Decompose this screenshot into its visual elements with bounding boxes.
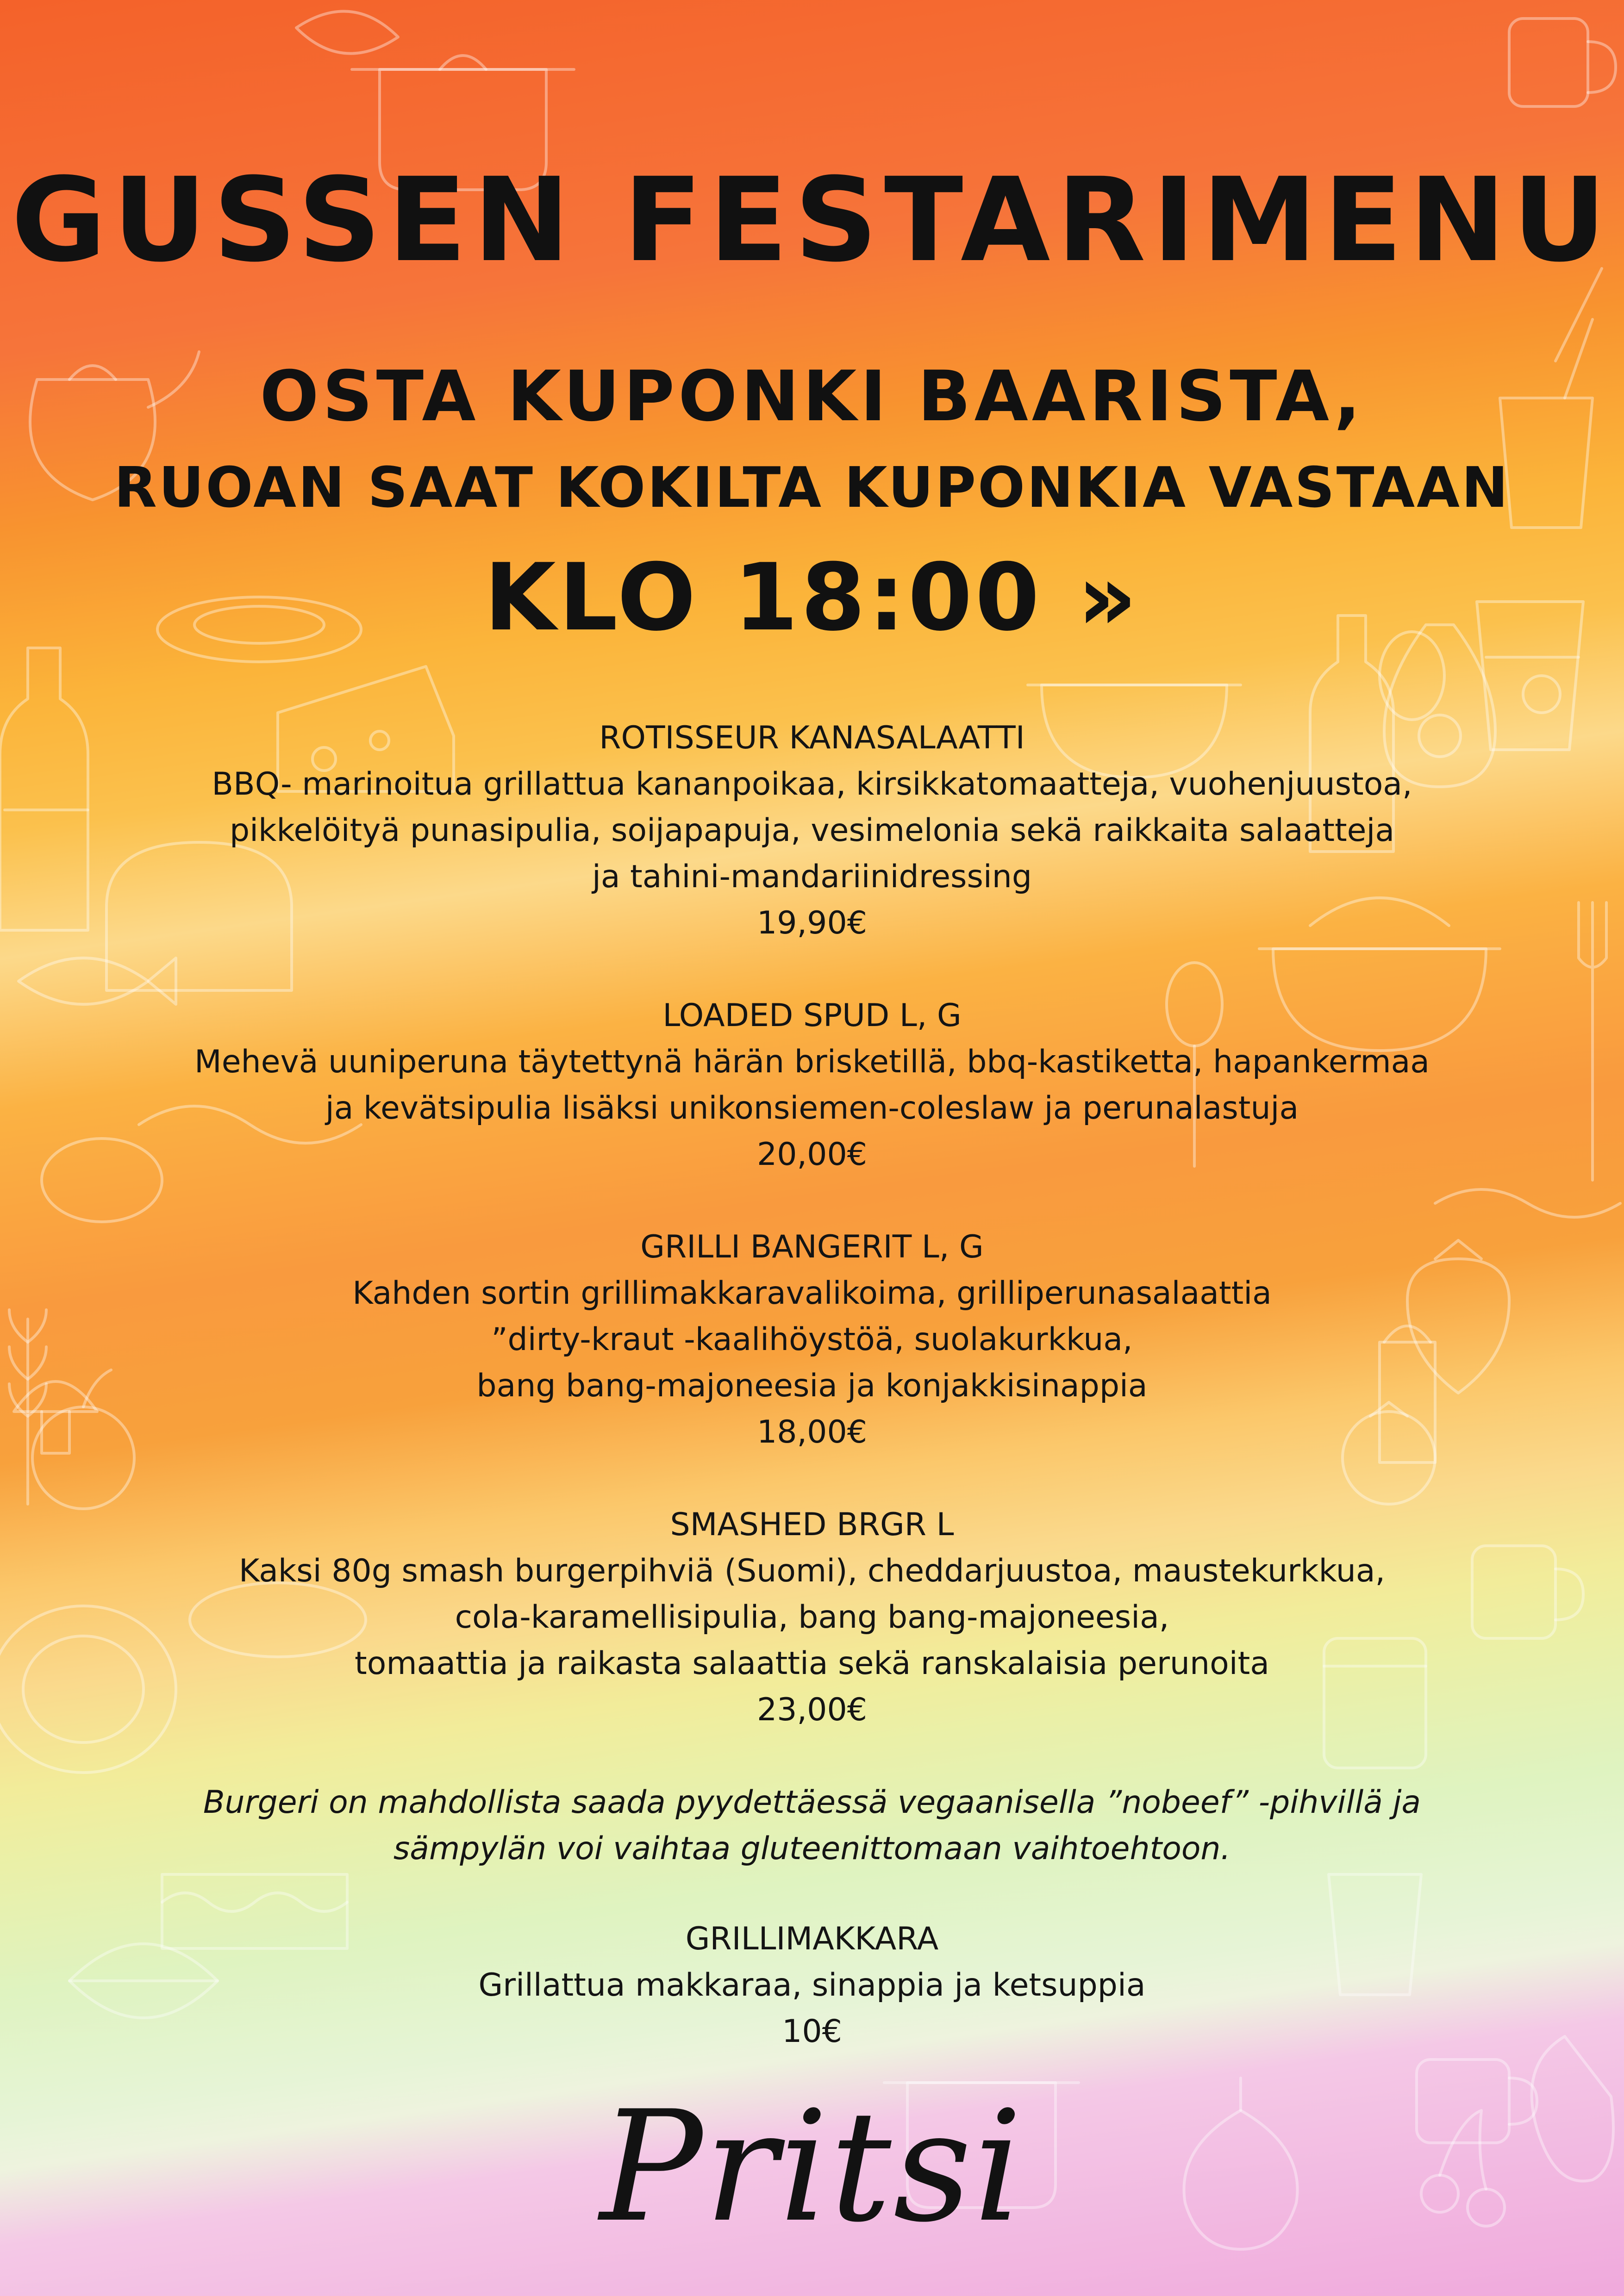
menu-item-name: ROTISSEUR KANASALAATTI bbox=[599, 720, 1025, 756]
menu-item bbox=[0, 1224, 1624, 1456]
menu-item-description: ja kevätsipulia lisäksi unikonsiemen-coleslaw ja perunalastuja bbox=[325, 1090, 1299, 1126]
vegan-option-note bbox=[0, 1780, 1624, 1872]
menu-item-price: 18,00€ bbox=[757, 1414, 867, 1450]
pritsi-logo: Pritsi bbox=[600, 2078, 1024, 2256]
menu-item-description: Mehevä uuniperuna täytettynä härän brisketillä, bbq-kastiketta, hapankermaa bbox=[194, 1044, 1430, 1080]
menu-item-name: GRILLIMAKKARA bbox=[685, 1921, 939, 1957]
menu-item bbox=[0, 993, 1624, 1178]
serving-time: KLO 18:00 » bbox=[484, 544, 1140, 652]
menu-item-description: BBQ- marinoitua grillattua kananpoikaa, kirsikkatomaatteja, vuohenjuustoa, bbox=[212, 766, 1412, 803]
menu-item-description: tomaattia ja raikasta salaattia sekä ranskalaisia perunoita bbox=[355, 1645, 1269, 1682]
menu-item-description: ”dirty-kraut -kaalihöystöä, suolakurkkua, bbox=[491, 1321, 1133, 1358]
menu-item-price: 23,00€ bbox=[757, 1692, 867, 1728]
note-line: Burgeri on mahdollista saada pyydettäessä vegaanisella ”nobeef” -pihvillä ja bbox=[203, 1784, 1421, 1821]
menu-item-description: Kaksi 80g smash burgerpihviä (Suomi), cheddarjuustoa, maustekurkkua, bbox=[238, 1553, 1386, 1589]
note-line: sämpylän voi vaihtaa gluteenittomaan vaihtoehtoon. bbox=[393, 1830, 1231, 1867]
menu-list bbox=[0, 715, 1624, 2101]
menu-item-name: SMASHED BRGR L bbox=[670, 1506, 954, 1543]
menu-item-price: 20,00€ bbox=[757, 1136, 867, 1173]
menu-item-description: Grillattua makkaraa, sinappia ja ketsuppia bbox=[478, 1967, 1146, 2004]
menu-item bbox=[0, 1916, 1624, 2055]
menu-item-name: LOADED SPUD L, G bbox=[662, 997, 962, 1034]
menu-item-price: 19,90€ bbox=[757, 905, 867, 941]
menu-item-price: 10€ bbox=[782, 2013, 842, 2050]
poster-title: GUSSEN FESTARIMENU bbox=[11, 153, 1613, 287]
menu-item-description: ja tahini-mandariinidressing bbox=[592, 859, 1032, 895]
menu-item-description: pikkelöityä punasipulia, soijapapuja, vesimelonia sekä raikkaita salaatteja bbox=[229, 812, 1395, 849]
menu-item bbox=[0, 1502, 1624, 1733]
poster-subtitle-line1: OSTA KUPONKI BAARISTA, bbox=[260, 356, 1364, 437]
menu-item-description: cola-karamellisipulia, bang bang-majoneesia, bbox=[455, 1599, 1169, 1636]
menu-item-description: Kahden sortin grillimakkaravalikoima, grilliperunasalaattia bbox=[352, 1275, 1272, 1312]
menu-item-description: bang bang-majoneesia ja konjakkisinappia bbox=[476, 1368, 1148, 1404]
menu-item bbox=[0, 715, 1624, 946]
poster-subtitle-line2: RUOAN SAAT KOKILTA KUPONKIA VASTAAN bbox=[114, 456, 1510, 520]
menu-item-name: GRILLI BANGERIT L, G bbox=[640, 1229, 984, 1265]
